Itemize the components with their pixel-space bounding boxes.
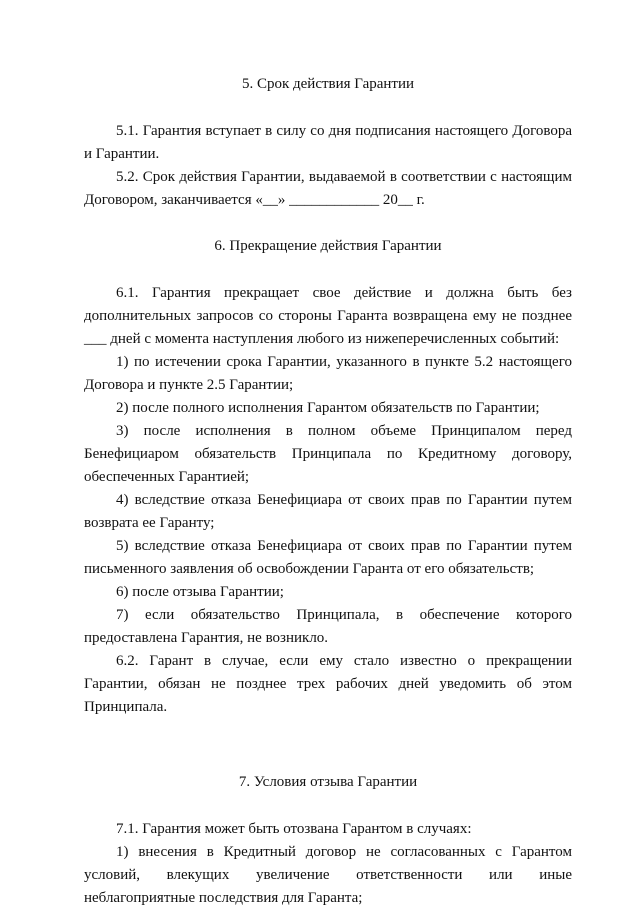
section-heading: 7. Условия отзыва Гарантии [238, 774, 418, 790]
list-item-1: 1) внесения в Кредитный договор не согласованных с Гарантом условий, влекущих увеличение ответственности или иные неблагоприятные последствия для Гаранта; [84, 844, 572, 906]
list-item-4: 4) вследствие отказа Бенефициара от своих прав по Гарантии путем возврата ее Гаранту; [84, 492, 572, 531]
section-heading: 6. Прекращение действия Гарантии [214, 238, 442, 254]
list-item-7: 7) если обязательство Принципала, в обеспечение которого предоставлена Гарантия, не возникло. [84, 607, 572, 646]
section-5 [84, 73, 572, 212]
section-heading: 5. Срок действия Гарантии [241, 76, 415, 92]
document-page [84, 73, 572, 910]
paragraph-5-2: 5.2. Срок действия Гарантии, выдаваемой в соответствии с настоящим Договором, заканчивается «__» ____________ 20__ г. [84, 169, 572, 208]
section-6 [84, 235, 572, 719]
list-item-1: 1) по истечении срока Гарантии, указанного в пункте 5.2 настоящего Договора и пункте 2.5 Гарантии; [84, 354, 572, 393]
paragraph-6-1: 6.1. Гарантия прекращает свое действие и должна быть без дополнительных запросов со стороны Гаранта возвращена ему не позднее ___ дней с момента наступления любого из нижеперечисленных событий: [84, 285, 572, 347]
list-item-6: 6) после отзыва Гарантии; [116, 584, 284, 600]
paragraph-5-1: 5.1. Гарантия вступает в силу со дня подписания настоящего Договора и Гарантии. [84, 123, 572, 162]
section-7 [84, 771, 572, 910]
list-item-5: 5) вследствие отказа Бенефициара от своих прав по Гарантии путем письменного заявления об освобождении Гаранта от его обязательств; [84, 538, 572, 577]
paragraph-6-2: 6.2. Гарант в случае, если ему стало известно о прекращении Гарантии, обязан не позднее трех рабочих дней уведомить об этом Принципала. [84, 653, 572, 715]
paragraph-7-1: 7.1. Гарантия может быть отозвана Гарантом в случаях: [116, 821, 472, 837]
list-item-3: 3) после исполнения в полном объеме Принципалом перед Бенефициаром обязательств Принципала по Кредитному договору, обеспеченных Гарантией; [84, 423, 572, 485]
list-item-2: 2) после полного исполнения Гарантом обязательств по Гарантии; [116, 400, 540, 416]
